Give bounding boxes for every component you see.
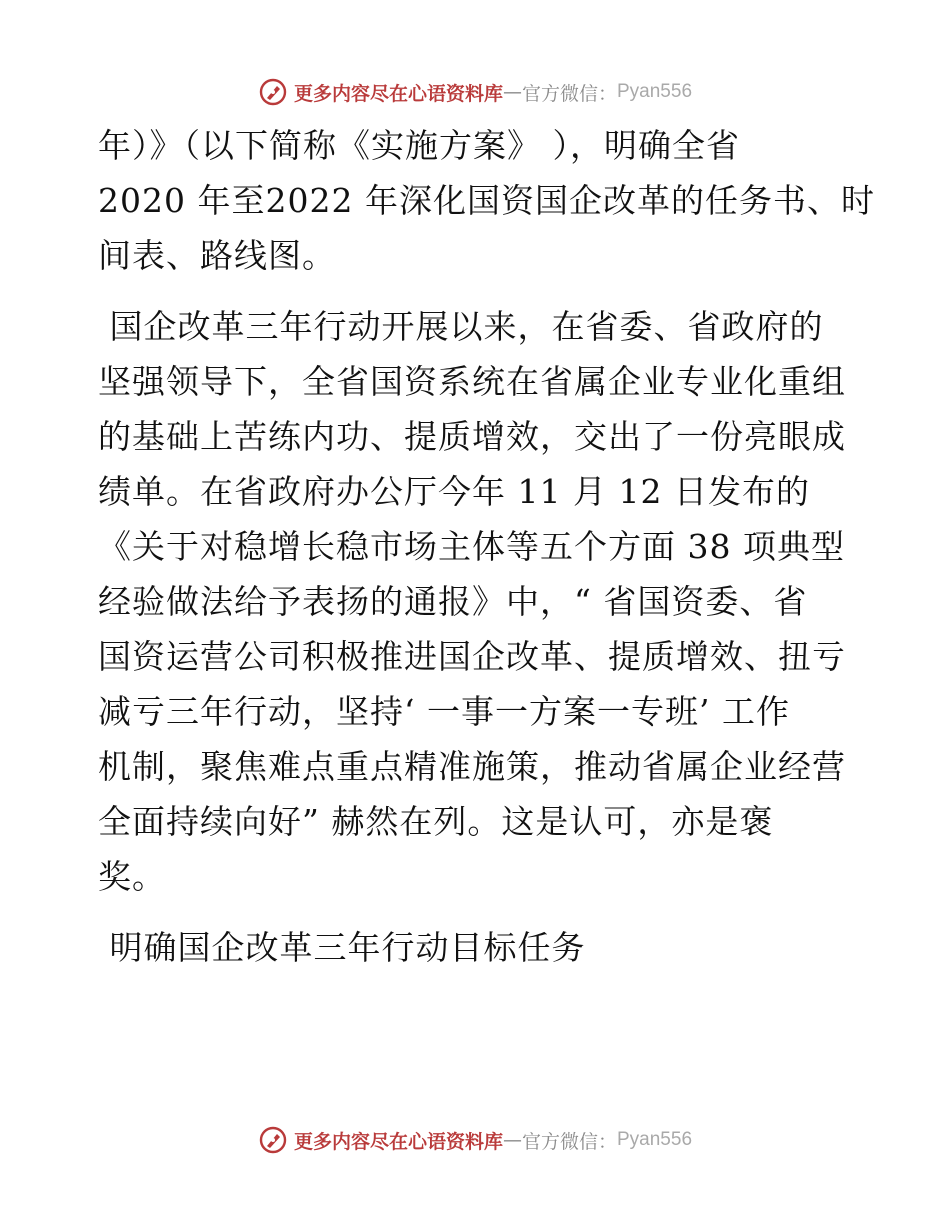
watermark-separator: —	[502, 81, 522, 103]
watermark-separator: —	[502, 1129, 522, 1151]
text-line: 绩单。在省政府办公厅今年 11 月 12 日发布的	[98, 472, 810, 511]
text-line: 间表、路线图。	[98, 236, 336, 275]
watermark-gray-text: 官方微信：	[521, 82, 617, 105]
watermark-banner-top	[0, 72, 950, 112]
watermark-banner-bottom	[0, 1120, 950, 1160]
text-line: 坚强领导下，全省国资系统在省属企业专业化重组	[98, 362, 846, 401]
document-body	[98, 118, 875, 975]
watermark-account: Pyan556	[617, 81, 693, 102]
pen-nib-circle-icon	[258, 77, 288, 107]
text-line: 经验做法给予表扬的通报》中，“ 省国资委、省	[98, 582, 808, 621]
text-line: 机制，聚焦难点重点精准施策，推动省属企业经营	[98, 747, 846, 786]
text-line: 国资运营公司积极推进国企改革、提质增效、扭亏	[98, 637, 846, 676]
pen-nib-circle-icon	[258, 1125, 288, 1155]
text-line: 国企改革三年行动开展以来，在省委、省政府的	[98, 307, 824, 346]
text-line: 奖。	[98, 857, 166, 896]
text-line: 的基础上苦练内功、提质增效，交出了一份亮眼成	[98, 417, 846, 456]
watermark-gray-text: 官方微信：	[521, 1130, 617, 1153]
paragraph-2	[98, 299, 858, 904]
text-line: 减亏三年行动，坚持‘ 一事一方案一专班’ 工作	[98, 692, 790, 731]
text-line: 全面持续向好” 赫然在列。这是认可，亦是褒	[98, 802, 774, 841]
section-heading: 明确国企改革三年行动目标任务	[98, 928, 586, 967]
text-line: 2020 年至2022 年深化国资国企改革的任务书、时	[98, 181, 875, 220]
text-line: 年）》（以下简称《实施方案》 ），明确全省	[98, 126, 740, 165]
watermark-red-text: 更多内容尽在心语资料库	[293, 1130, 503, 1153]
watermark-account: Pyan556	[617, 1129, 693, 1150]
paragraph-1	[98, 118, 875, 283]
text-line: 《关于对稳增长稳市场主体等五个方面 38 项典型	[98, 527, 845, 566]
watermark-red-text: 更多内容尽在心语资料库	[293, 82, 503, 105]
